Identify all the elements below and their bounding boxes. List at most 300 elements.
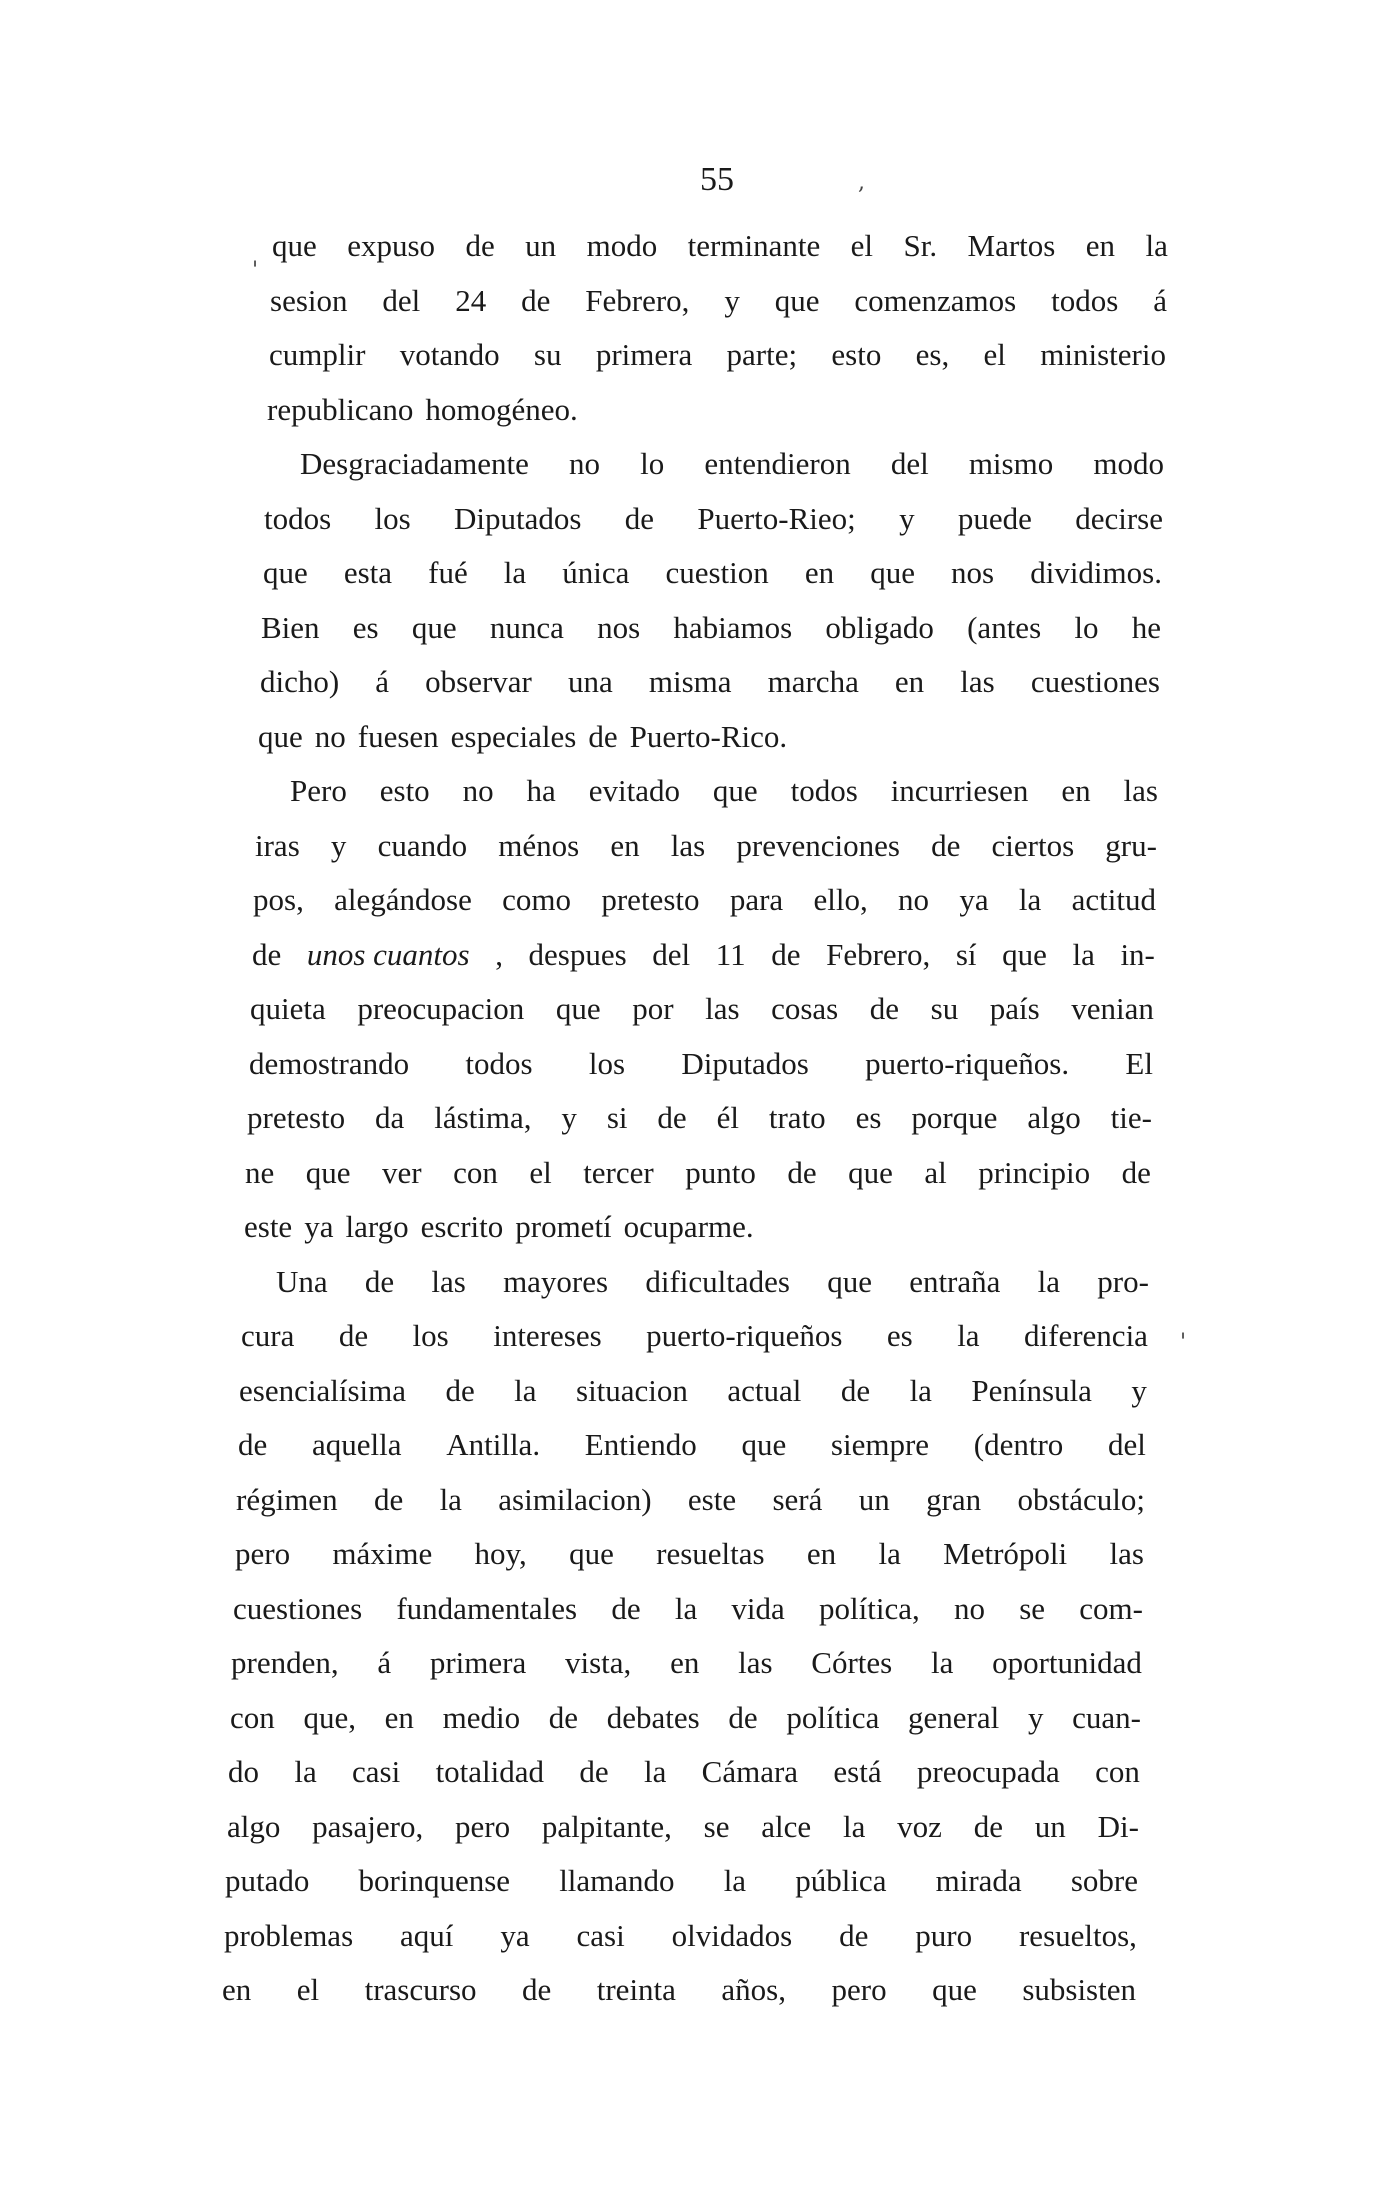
word: totalidad bbox=[435, 1754, 545, 1789]
word: del bbox=[890, 446, 929, 481]
word: está bbox=[833, 1754, 882, 1789]
word: da bbox=[375, 1100, 405, 1135]
word: alce bbox=[761, 1808, 812, 1844]
word: ha bbox=[526, 773, 556, 808]
word: un bbox=[1034, 1808, 1066, 1844]
text-line bbox=[250, 981, 1154, 1036]
word: debates bbox=[606, 1699, 700, 1735]
word: no bbox=[462, 773, 494, 808]
word: sí bbox=[955, 936, 977, 972]
word: de bbox=[338, 1318, 369, 1353]
word: in- bbox=[1120, 936, 1155, 972]
text-line bbox=[247, 1090, 1152, 1145]
word: palpitante, bbox=[541, 1808, 672, 1844]
word: de bbox=[839, 1917, 869, 1953]
word: pero bbox=[455, 1808, 511, 1844]
word: Cámara bbox=[701, 1754, 799, 1789]
word: cumplir bbox=[269, 337, 366, 372]
word: á bbox=[375, 664, 390, 699]
word: Una bbox=[276, 1263, 328, 1299]
word: cuestiones bbox=[1030, 664, 1160, 699]
word: fué bbox=[428, 555, 468, 590]
word: su bbox=[533, 337, 562, 372]
word: expuso bbox=[347, 228, 436, 263]
word: situacion bbox=[576, 1372, 688, 1408]
word: de bbox=[364, 1263, 395, 1299]
word: la bbox=[643, 1754, 667, 1789]
word: todos bbox=[790, 773, 858, 808]
word: quieta bbox=[250, 991, 326, 1026]
word: primera bbox=[429, 1645, 527, 1680]
word: este bbox=[244, 1209, 293, 1244]
word: de bbox=[728, 1699, 758, 1735]
word: la bbox=[1018, 882, 1042, 917]
word: vista, bbox=[565, 1645, 632, 1680]
text-line bbox=[241, 1308, 1148, 1363]
word: gran bbox=[926, 1481, 982, 1517]
word: es bbox=[352, 609, 379, 645]
word: Pero bbox=[290, 773, 347, 808]
word: de bbox=[522, 1972, 552, 2007]
word: en bbox=[1061, 773, 1091, 808]
word: que bbox=[305, 1154, 351, 1190]
word: incurriesen bbox=[890, 773, 1029, 808]
word: Sr. bbox=[903, 228, 938, 263]
word: he bbox=[1131, 609, 1161, 645]
word: nunca bbox=[489, 609, 564, 645]
word: despues bbox=[528, 936, 627, 972]
word: no bbox=[569, 446, 601, 481]
word: única bbox=[562, 555, 630, 590]
word: voz bbox=[897, 1808, 942, 1844]
word: actitud bbox=[1071, 882, 1156, 917]
word: escrito bbox=[420, 1209, 504, 1244]
word: de bbox=[771, 936, 801, 972]
text-line bbox=[276, 1254, 1149, 1309]
text-line bbox=[290, 763, 1158, 818]
ink-speck: ' bbox=[1180, 1330, 1187, 1355]
word: problemas bbox=[224, 1917, 354, 1953]
word: él bbox=[716, 1100, 739, 1135]
text-line bbox=[272, 218, 1168, 273]
word: algo bbox=[1027, 1100, 1081, 1135]
word: con bbox=[230, 1699, 275, 1735]
word: preocupacion bbox=[357, 991, 525, 1026]
word: en bbox=[804, 555, 835, 590]
word: alegándose bbox=[334, 882, 472, 917]
word: puede bbox=[957, 500, 1032, 536]
word: intereses bbox=[493, 1318, 602, 1353]
ink-speck: , bbox=[858, 170, 865, 195]
word: á bbox=[1153, 282, 1167, 318]
word: de bbox=[579, 1754, 609, 1789]
text-line bbox=[245, 1145, 1151, 1200]
word: esencialísima bbox=[239, 1372, 406, 1408]
text-line bbox=[235, 1526, 1144, 1581]
word: fundamentales bbox=[396, 1590, 578, 1626]
word: lo bbox=[640, 446, 665, 481]
word: mayores bbox=[503, 1263, 609, 1299]
word: de bbox=[657, 1100, 687, 1135]
word: asimilacion) bbox=[498, 1481, 652, 1517]
word: general bbox=[908, 1699, 1000, 1735]
word: todos bbox=[264, 500, 332, 536]
word: ya bbox=[304, 1209, 334, 1244]
word: de bbox=[931, 827, 961, 863]
word: todos bbox=[1051, 282, 1119, 318]
word: Península bbox=[971, 1372, 1092, 1408]
word: de bbox=[588, 718, 618, 754]
word: ocuparme. bbox=[623, 1209, 754, 1244]
word: el bbox=[296, 1972, 320, 2007]
word: ne bbox=[245, 1154, 275, 1190]
text-line bbox=[255, 818, 1157, 873]
word: demostrando bbox=[249, 1045, 410, 1081]
word: comenzamos bbox=[854, 282, 1017, 318]
word: modo bbox=[1093, 446, 1164, 481]
word: en bbox=[806, 1536, 837, 1571]
word: se bbox=[703, 1808, 730, 1844]
word: homogéneo. bbox=[425, 391, 578, 427]
word: resueltas bbox=[656, 1536, 765, 1571]
word: como bbox=[502, 882, 572, 917]
word: que bbox=[263, 555, 308, 590]
word: que bbox=[1002, 936, 1047, 972]
word: y bbox=[1027, 1699, 1044, 1735]
word: com- bbox=[1079, 1590, 1143, 1626]
word: las bbox=[1123, 773, 1158, 808]
word: un bbox=[525, 228, 557, 263]
word: las bbox=[1109, 1536, 1144, 1571]
word: y bbox=[1131, 1372, 1147, 1408]
word: las bbox=[738, 1645, 773, 1680]
word: evitado bbox=[588, 773, 680, 808]
text-line bbox=[239, 1363, 1147, 1418]
word: que bbox=[258, 718, 303, 754]
word: los bbox=[412, 1318, 449, 1353]
word: Bien bbox=[261, 609, 320, 645]
word: en bbox=[1085, 228, 1116, 263]
word: que bbox=[848, 1154, 893, 1190]
word: votando bbox=[399, 337, 500, 372]
word: que bbox=[932, 1972, 977, 2007]
word: cuestion bbox=[665, 555, 769, 590]
word: con bbox=[453, 1154, 498, 1190]
text-line bbox=[244, 1199, 1150, 1254]
word: sesion bbox=[270, 282, 348, 318]
word: nos bbox=[597, 609, 641, 645]
word: aquí bbox=[400, 1917, 454, 1953]
text-line bbox=[222, 1962, 1136, 2017]
word: lo bbox=[1074, 609, 1099, 645]
word: en bbox=[894, 664, 925, 699]
text-line bbox=[260, 654, 1160, 709]
word: del bbox=[1108, 1427, 1146, 1462]
word: trascurso bbox=[364, 1972, 477, 2007]
word: iras bbox=[255, 827, 300, 863]
word: de bbox=[973, 1808, 1003, 1844]
word: unos cuantos bbox=[306, 936, 470, 972]
word: largo bbox=[345, 1209, 409, 1244]
word: borinquense bbox=[358, 1863, 511, 1898]
word: la bbox=[439, 1481, 462, 1517]
word: no bbox=[898, 882, 930, 917]
word: pretesto bbox=[601, 882, 700, 917]
word: de bbox=[787, 1154, 817, 1190]
text-line bbox=[258, 709, 1159, 764]
word: pública bbox=[795, 1863, 887, 1898]
word: que bbox=[569, 1536, 614, 1571]
word: ministerio bbox=[1040, 337, 1166, 372]
word: oportunidad bbox=[992, 1645, 1142, 1680]
word: porque bbox=[911, 1100, 998, 1135]
word: prometí bbox=[515, 1209, 612, 1244]
word: 24 bbox=[455, 282, 487, 318]
word: marcha bbox=[767, 664, 859, 699]
word: la bbox=[930, 1645, 954, 1680]
word: del bbox=[382, 282, 421, 318]
word: de bbox=[445, 1372, 475, 1408]
word: putado bbox=[225, 1863, 310, 1898]
text-line bbox=[261, 600, 1161, 655]
text-line bbox=[225, 1853, 1138, 1908]
word: 11 bbox=[715, 936, 746, 972]
word: es bbox=[855, 1100, 882, 1135]
word: diferencia bbox=[1024, 1318, 1148, 1353]
word: la bbox=[723, 1863, 747, 1898]
word: de bbox=[611, 1590, 641, 1626]
word: al bbox=[924, 1154, 947, 1190]
text-line bbox=[300, 436, 1164, 491]
word: Antilla. bbox=[446, 1427, 541, 1462]
word: las bbox=[960, 664, 995, 699]
word: venian bbox=[1071, 991, 1154, 1026]
text-line bbox=[228, 1744, 1140, 1799]
word: Diputados bbox=[454, 500, 582, 536]
word: que bbox=[411, 609, 457, 645]
word: las bbox=[431, 1263, 466, 1299]
word: de bbox=[373, 1481, 404, 1517]
text-line bbox=[249, 1036, 1153, 1091]
word: que bbox=[827, 1263, 872, 1299]
word: de bbox=[1121, 1154, 1151, 1190]
word: olvidados bbox=[671, 1917, 793, 1953]
word: el bbox=[850, 228, 874, 263]
word: hoy, bbox=[474, 1536, 527, 1571]
word: la bbox=[674, 1590, 698, 1626]
word: de bbox=[252, 936, 282, 972]
word: que bbox=[870, 555, 915, 590]
word: régimen bbox=[236, 1481, 338, 1517]
word: del bbox=[652, 936, 691, 972]
word: tie- bbox=[1110, 1100, 1152, 1135]
page-number: 55 bbox=[700, 161, 734, 198]
word: las bbox=[705, 991, 740, 1026]
word: Febrero, bbox=[826, 936, 931, 972]
word: la bbox=[294, 1754, 317, 1789]
word: llamando bbox=[559, 1863, 675, 1898]
word: pro- bbox=[1097, 1263, 1149, 1299]
word: este bbox=[687, 1481, 737, 1517]
text-line bbox=[267, 382, 1165, 437]
word: de bbox=[238, 1427, 268, 1462]
word: y bbox=[561, 1100, 577, 1135]
word: , bbox=[495, 936, 503, 972]
word: en bbox=[222, 1972, 252, 2007]
word: de bbox=[840, 1372, 871, 1408]
word: con bbox=[1095, 1754, 1140, 1789]
word: pero bbox=[831, 1972, 887, 2007]
word: casi bbox=[576, 1917, 625, 1953]
text-line bbox=[236, 1472, 1145, 1527]
word: aquella bbox=[311, 1427, 402, 1462]
word: siempre bbox=[830, 1427, 930, 1462]
word: Metrópoli bbox=[943, 1536, 1068, 1571]
word: de bbox=[465, 228, 495, 263]
word: no bbox=[953, 1590, 985, 1626]
word: la bbox=[1037, 1263, 1061, 1299]
word: pasajero, bbox=[312, 1808, 424, 1844]
word: de bbox=[521, 282, 551, 318]
text-line bbox=[227, 1799, 1139, 1854]
word: terminante bbox=[687, 228, 821, 263]
word: treinta bbox=[596, 1972, 676, 2007]
word: punto bbox=[685, 1154, 756, 1190]
text-line bbox=[252, 927, 1155, 982]
word: sobre bbox=[1070, 1863, 1138, 1898]
text-line bbox=[263, 545, 1162, 600]
word: la bbox=[909, 1372, 932, 1408]
word: vida bbox=[731, 1590, 785, 1626]
word: que bbox=[774, 282, 820, 318]
word: entraña bbox=[909, 1263, 1001, 1299]
word: si bbox=[606, 1100, 628, 1135]
word: los bbox=[374, 500, 411, 536]
word: todos bbox=[465, 1045, 533, 1081]
word: el bbox=[529, 1154, 552, 1190]
word: puro bbox=[915, 1917, 973, 1953]
word: la bbox=[1072, 936, 1095, 972]
word: ver bbox=[382, 1154, 422, 1190]
word: para bbox=[729, 882, 784, 917]
word: que bbox=[712, 773, 758, 808]
word: modo bbox=[586, 228, 658, 263]
word: por bbox=[632, 991, 674, 1026]
word: y bbox=[330, 827, 347, 863]
word: en bbox=[610, 827, 640, 863]
word: Puerto-Rieo; bbox=[697, 500, 856, 536]
word: Diputados bbox=[681, 1045, 809, 1081]
text-line bbox=[270, 273, 1167, 328]
word: ya bbox=[959, 882, 989, 917]
word: que bbox=[272, 228, 317, 263]
word: prenden, bbox=[231, 1645, 339, 1680]
word: y bbox=[899, 500, 915, 536]
word: casi bbox=[352, 1754, 401, 1789]
word: la bbox=[1145, 228, 1168, 263]
word: de bbox=[624, 500, 655, 536]
word: (dentro bbox=[973, 1427, 1064, 1462]
word: será bbox=[772, 1481, 823, 1517]
word: dificultades bbox=[645, 1263, 790, 1299]
word: tercer bbox=[583, 1154, 654, 1190]
word: país bbox=[989, 991, 1040, 1026]
word: observar bbox=[425, 664, 532, 699]
word: obligado bbox=[825, 609, 934, 645]
word: la bbox=[503, 555, 527, 590]
word: en bbox=[384, 1699, 414, 1735]
word: máxime bbox=[332, 1536, 433, 1571]
word: que bbox=[555, 991, 601, 1026]
word: lástima, bbox=[434, 1100, 532, 1135]
text-line bbox=[230, 1690, 1141, 1745]
word: los bbox=[588, 1045, 626, 1081]
text-line bbox=[224, 1908, 1137, 1963]
word: pos, bbox=[253, 882, 304, 917]
word: prevenciones bbox=[736, 827, 900, 863]
text-line bbox=[264, 491, 1163, 546]
word: obstáculo; bbox=[1017, 1481, 1145, 1517]
word: la bbox=[842, 1808, 866, 1844]
word: de bbox=[869, 991, 900, 1026]
word: Desgraciadamente bbox=[300, 446, 529, 481]
text-line bbox=[253, 872, 1156, 927]
word: cuando bbox=[377, 827, 468, 863]
word: resueltos, bbox=[1018, 1917, 1137, 1953]
text-line bbox=[238, 1417, 1146, 1472]
word: cosas bbox=[771, 991, 839, 1026]
word: subsisten bbox=[1022, 1972, 1136, 2007]
word: mismo bbox=[968, 446, 1054, 481]
word: puerto-riqueños. bbox=[865, 1045, 1070, 1081]
word: misma bbox=[648, 664, 732, 699]
word: decirse bbox=[1075, 500, 1163, 536]
word: principio bbox=[978, 1154, 1091, 1190]
word: parte; bbox=[726, 337, 798, 372]
word: una bbox=[567, 664, 613, 699]
word: que, bbox=[303, 1699, 356, 1735]
word: puerto-riqueños bbox=[646, 1318, 843, 1353]
word: esta bbox=[343, 555, 393, 590]
word: y bbox=[724, 282, 740, 318]
word: dividimos. bbox=[1030, 555, 1162, 590]
word: no bbox=[314, 718, 346, 754]
word: política, bbox=[819, 1590, 920, 1626]
word: en bbox=[670, 1645, 700, 1680]
word: á bbox=[377, 1645, 392, 1680]
text-line bbox=[269, 327, 1166, 382]
word: do bbox=[228, 1754, 259, 1789]
word: ciertos bbox=[991, 827, 1075, 863]
word: la bbox=[957, 1318, 980, 1353]
word: actual bbox=[727, 1372, 802, 1408]
word: se bbox=[1019, 1590, 1046, 1626]
word: entendieron bbox=[704, 446, 851, 481]
word: la bbox=[878, 1536, 901, 1571]
word: ya bbox=[500, 1917, 530, 1953]
word: medio bbox=[442, 1699, 521, 1735]
word: El bbox=[1125, 1045, 1153, 1081]
word: esto bbox=[831, 337, 882, 372]
word: gru- bbox=[1105, 827, 1157, 863]
word: ello, bbox=[813, 882, 868, 917]
word: que bbox=[741, 1427, 787, 1462]
word: de bbox=[548, 1699, 579, 1735]
word: nos bbox=[951, 555, 995, 590]
word: esto bbox=[379, 773, 430, 808]
word: es bbox=[886, 1318, 913, 1353]
word: republicano bbox=[267, 391, 414, 427]
